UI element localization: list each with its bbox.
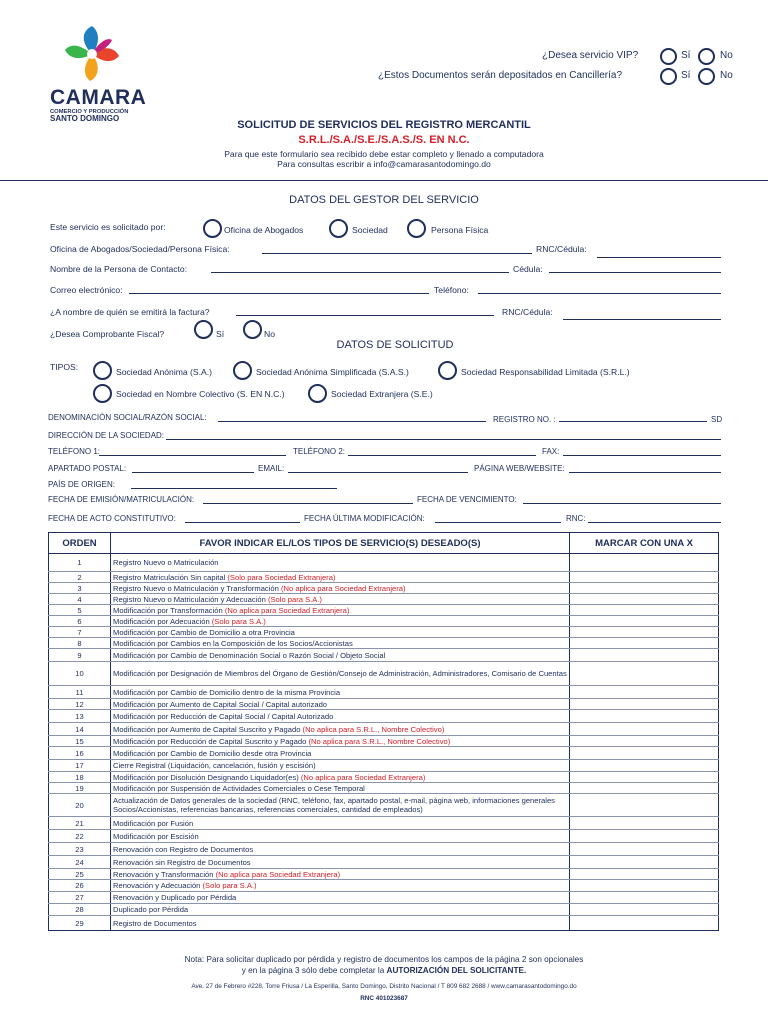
cancilleria-question: ¿Estos Documentos serán depositados en Cancillería? <box>378 70 623 81</box>
row-number: 19 <box>49 783 111 794</box>
tipo-sa-label: Sociedad Anónima (S.A.) <box>116 367 213 377</box>
table-row <box>49 760 719 772</box>
row-service-text: Modificación por Transformación <box>113 605 223 615</box>
telefono1-label: TELÉFONO 1: <box>48 447 101 456</box>
fax-input[interactable] <box>563 455 721 456</box>
table-row <box>49 627 719 638</box>
denominacion-input[interactable] <box>218 421 486 422</box>
email-input[interactable] <box>288 472 468 473</box>
row-number: 25 <box>49 869 111 880</box>
tipo-sa-radio[interactable] <box>93 361 112 380</box>
row-mark-cell[interactable] <box>570 794 719 817</box>
note-line2-pre: y en la página 3 sólo debe completar la <box>241 966 385 975</box>
table-row <box>49 686 719 699</box>
row-service <box>111 916 570 931</box>
table-row <box>49 736 719 747</box>
row-number: 2 <box>49 572 111 583</box>
table-row <box>49 783 719 794</box>
rnc-input[interactable] <box>588 522 721 523</box>
row-number: 14 <box>49 723 111 736</box>
telefono2-input[interactable] <box>348 455 536 456</box>
telefono2-label: TELÉFONO 2: <box>293 447 346 456</box>
logo-city: SANTO DOMINGO <box>50 114 120 124</box>
row-number: 9 <box>49 649 111 662</box>
telefono-label: Teléfono: <box>434 285 469 295</box>
row-service-text: Registro Nuevo o Matriculación <box>113 558 219 567</box>
gestor-heading: DATOS DEL GESTOR DEL SERVICIO <box>289 194 479 206</box>
modificacion-label: FECHA ÚLTIMA MODIFICACIÓN: <box>304 514 425 523</box>
row-service-text: Renovación y Adecuación <box>113 881 201 890</box>
row-number: 16 <box>49 747 111 760</box>
vencimiento-input[interactable] <box>523 503 721 504</box>
row-mark-cell[interactable] <box>570 605 719 616</box>
table-row <box>49 699 719 710</box>
cancilleria-no-label: No <box>720 70 733 81</box>
table-row <box>49 710 719 723</box>
row-service <box>111 627 570 638</box>
option-persona-label: Persona Física <box>431 225 489 235</box>
row-service-note: (Solo para S.A.) <box>211 616 266 626</box>
row-service-note: (No aplica para Sociedad Extranjera) <box>300 772 426 782</box>
table-row <box>49 869 719 880</box>
row-number: 26 <box>49 880 111 892</box>
table-row <box>49 662 719 686</box>
solicitado-por-label: Este servicio es solicitado por: <box>50 222 166 232</box>
row-service <box>111 794 570 817</box>
table-row <box>49 892 719 904</box>
row-number: 11 <box>49 686 111 699</box>
row-service-note: (Solo para S.A.) <box>267 594 322 604</box>
row-service <box>111 616 570 627</box>
row-service-note: (No aplica para Sociedad Extranjera) <box>281 583 406 593</box>
row-service-text: Modificación por Cambios en la Composición de los Socios/Accionistas <box>113 638 353 648</box>
row-number: 23 <box>49 843 111 856</box>
row-service-text: Actualización de Datos generales de la sociedad (RNC, teléfono, fax, apartado postal, e-mail, página web, informaciones generales Socios/Accionistas, referencias bancarias, referencias comerciales, cantidad de empleados) <box>113 796 555 814</box>
rnc-cedula-label: RNC/Cédula: <box>536 244 587 254</box>
modificacion-input[interactable] <box>435 522 561 523</box>
row-service <box>111 605 570 616</box>
form-contact: Para consultas escribir a info@camarasantodomingo.do <box>277 159 491 169</box>
option-sociedad-radio[interactable] <box>329 219 348 238</box>
row-number: 5 <box>49 605 111 616</box>
correo-input[interactable] <box>129 293 429 294</box>
row-service-text: Modificación por Escisión <box>113 831 199 841</box>
row-number: 15 <box>49 736 111 747</box>
contacto-label: Nombre de la Persona de Contacto: <box>50 264 188 274</box>
row-service-text: Registro de Documentos <box>113 918 197 928</box>
form-title: SOLICITUD DE SERVICIOS DEL REGISTRO MERCANTIL <box>237 119 531 131</box>
row-number: 7 <box>49 627 111 638</box>
table-row <box>49 594 719 605</box>
form-instructions: Para que este formulario sea recibido debe estar completo y llenado a computadora <box>224 149 544 159</box>
row-service-text: Modificación por Cambio de Domicilio dentro de la misma Provincia <box>113 687 341 697</box>
services-table <box>48 532 719 931</box>
direccion-input[interactable] <box>166 439 721 440</box>
contacto-input[interactable] <box>211 272 509 273</box>
row-service-text: Modificación por Disolución Designando Liquidador(es) <box>113 772 299 782</box>
row-service-note: (No aplica para S.R.L., Nombre Colectivo) <box>302 724 445 734</box>
acto-input[interactable] <box>185 522 300 523</box>
pais-input[interactable] <box>131 488 337 489</box>
form-types: S.R.L./S.A./S.E./S.A.S./S. EN N.C. <box>298 134 470 146</box>
row-mark-cell[interactable] <box>570 736 719 747</box>
table-row <box>49 843 719 856</box>
rnc-cedula-input[interactable] <box>597 257 721 258</box>
comprobante-si-radio[interactable] <box>194 320 213 339</box>
row-mark-cell[interactable] <box>570 686 719 699</box>
row-service-text: Registro Nuevo o Matriculación y Adecuación <box>113 594 266 604</box>
table-row <box>49 605 719 616</box>
registro-input[interactable] <box>559 421 707 422</box>
row-number: 24 <box>49 856 111 869</box>
row-service <box>111 783 570 794</box>
email-label: EMAIL: <box>258 464 285 473</box>
row-service-text: Modificación por Cambio de Denominación Social o Razón Social / Objeto Social <box>113 650 386 660</box>
row-service-text: Duplicado por Pérdida <box>113 905 189 914</box>
row-mark-cell[interactable] <box>570 760 719 772</box>
row-number: 18 <box>49 772 111 783</box>
row-number: 27 <box>49 892 111 904</box>
row-service-text: Modificación por Cambio de Domicilio desde otra Provincia <box>113 748 312 758</box>
comprobante-label: ¿Desea Comprobante Fiscal? <box>50 329 165 339</box>
vip-yes-radio[interactable] <box>660 48 677 65</box>
tipos-label: TIPOS: <box>50 362 79 372</box>
row-service-text: Renovación con Registro de Documentos <box>113 844 254 854</box>
row-service-text: Modificación por Aumento de Capital Social / Capital autorizado <box>113 699 328 709</box>
row-number: 6 <box>49 616 111 627</box>
col-orden: ORDEN <box>49 533 111 554</box>
table-header-row <box>49 533 719 554</box>
row-mark-cell[interactable] <box>570 649 719 662</box>
table-row <box>49 747 719 760</box>
contacto-cedula-label: Cédula: <box>513 264 543 274</box>
row-number: 3 <box>49 583 111 594</box>
web-label: PÁGINA WEB/WEBSITE: <box>474 464 565 473</box>
row-mark-cell[interactable] <box>570 880 719 892</box>
row-mark-cell[interactable] <box>570 710 719 723</box>
option-oficina-radio[interactable] <box>203 219 222 238</box>
row-service-text: Cierre Registral (Liquidación, cancelación, fusión y escisión) <box>113 761 316 770</box>
row-service <box>111 904 570 916</box>
factura-label: ¿A nombre de quién se emitirá la factura? <box>50 307 210 317</box>
tipo-sas-radio[interactable] <box>233 361 252 380</box>
header-divider <box>0 180 768 181</box>
solicitud-heading: DATOS DE SOLICITUD <box>336 339 454 351</box>
row-service-text: Modificación por Reducción de Capital Social / Capital Autorizado <box>113 711 334 721</box>
footer-address: Ave. 27 de Febrero #228, Torre Friusa / La Esperilla, Santo Domingo, Distrito Nacional / T 809 682 2688 / www.camarasantodomingo.do <box>191 983 577 990</box>
option-sociedad-label: Sociedad <box>352 225 388 235</box>
row-service-text: Registro Matriculación Sin capital <box>113 572 226 582</box>
factura-input[interactable] <box>236 315 494 316</box>
camara-pinwheel-icon <box>62 24 122 84</box>
row-service-text: Renovación y Transformación <box>113 869 214 879</box>
row-service-note: (Solo para Sociedad Extranjera) <box>227 572 336 582</box>
table-row <box>49 916 719 931</box>
row-service <box>111 699 570 710</box>
row-service <box>111 772 570 783</box>
row-number: 1 <box>49 554 111 572</box>
note-line1: Nota: Para solicitar duplicado por pérdida y registro de documentos los campos de la página 2 son opcionales <box>184 955 584 964</box>
footer-rnc: RNC 401023687 <box>360 995 408 1002</box>
row-service-text: Renovación y Duplicado por Pérdida <box>113 893 237 902</box>
contacto-cedula-input[interactable] <box>549 272 721 273</box>
row-mark-cell[interactable] <box>570 869 719 880</box>
telefono-input[interactable] <box>478 293 721 294</box>
correo-label: Correo electrónico: <box>50 285 123 295</box>
row-service-text: Modificación por Designación de Miembros del Órgano de Gestión/Consejo de Administración, Administradores, Comisario de Cuentas <box>113 669 567 678</box>
apartado-label: APARTADO POSTAL: <box>48 464 127 473</box>
table-row <box>49 794 719 817</box>
direccion-label: DIRECCIÓN DE LA SOCIEDAD: <box>48 431 165 440</box>
row-service <box>111 649 570 662</box>
table-row <box>49 649 719 662</box>
row-mark-cell[interactable] <box>570 616 719 627</box>
table-row <box>49 830 719 843</box>
row-service <box>111 830 570 843</box>
row-service <box>111 843 570 856</box>
row-number: 17 <box>49 760 111 772</box>
cancilleria-yes-label: Sí <box>681 70 691 81</box>
row-mark-cell[interactable] <box>570 572 719 583</box>
row-mark-cell[interactable] <box>570 904 719 916</box>
row-mark-cell[interactable] <box>570 817 719 830</box>
option-persona-radio[interactable] <box>407 219 426 238</box>
table-row <box>49 638 719 649</box>
oficina-label: Oficina de Abogados/Sociedad/Persona Física: <box>50 244 230 254</box>
row-service <box>111 686 570 699</box>
row-service <box>111 736 570 747</box>
row-service-text: Modificación por Fusión <box>113 818 194 828</box>
fax-label: FAX: <box>542 447 560 456</box>
emision-input[interactable] <box>203 503 413 504</box>
row-service-text: Modificación por Aumento de Capital Suscrito y Pagado <box>113 724 301 734</box>
comprobante-no-radio[interactable] <box>243 320 262 339</box>
row-service <box>111 869 570 880</box>
acto-label: FECHA DE ACTO CONSTITUTIVO: <box>48 514 176 523</box>
row-mark-cell[interactable] <box>570 554 719 572</box>
row-number: 21 <box>49 817 111 830</box>
vip-no-radio[interactable] <box>698 48 715 65</box>
tipo-srl-radio[interactable] <box>438 361 457 380</box>
row-service-note: (Solo para S.A.) <box>202 881 257 890</box>
col-marcar: MARCAR CON UNA X <box>570 533 719 554</box>
row-mark-cell[interactable] <box>570 916 719 931</box>
tipo-se-label: Sociedad Extranjera (S.E.) <box>331 389 433 399</box>
comprobante-no-label: No <box>264 329 275 339</box>
row-service <box>111 662 570 686</box>
row-number: 10 <box>49 662 111 686</box>
vip-question: ¿Desea servicio VIP? <box>542 50 639 61</box>
row-service-text: Modificación por Reducción de Capital Suscrito y Pagado <box>113 736 307 746</box>
cancilleria-no-radio[interactable] <box>698 68 715 85</box>
cancilleria-yes-radio[interactable] <box>660 68 677 85</box>
table-row <box>49 817 719 830</box>
denominacion-label: DENOMINACIÓN SOCIAL/RAZÓN SOCIAL: <box>48 413 207 422</box>
row-service <box>111 554 570 572</box>
factura-rnc-input[interactable] <box>563 319 721 320</box>
row-service-text: Modificación por Cambio de Domicilio a otra Provincia <box>113 627 295 637</box>
row-number: 29 <box>49 916 111 931</box>
row-service <box>111 572 570 583</box>
table-row <box>49 723 719 736</box>
vip-no-label: No <box>720 50 733 61</box>
row-number: 12 <box>49 699 111 710</box>
registro-sd: SD <box>711 415 723 424</box>
services-body <box>49 554 719 931</box>
row-mark-cell[interactable] <box>570 594 719 605</box>
row-service <box>111 760 570 772</box>
row-service <box>111 892 570 904</box>
tipo-se-radio[interactable] <box>308 384 327 403</box>
comprobante-si-label: Sí <box>216 329 225 339</box>
row-mark-cell[interactable] <box>570 747 719 760</box>
row-mark-cell[interactable] <box>570 723 719 736</box>
table-row <box>49 572 719 583</box>
table-row <box>49 856 719 869</box>
row-mark-cell[interactable] <box>570 772 719 783</box>
tipo-sas-label: Sociedad Anónima Simplificada (S.A.S.) <box>256 367 409 377</box>
row-number: 22 <box>49 830 111 843</box>
pais-label: PAÍS DE ORIGEN: <box>48 480 115 489</box>
emision-label: FECHA DE EMISIÓN/MATRICULACIÓN: <box>48 495 195 504</box>
row-service <box>111 747 570 760</box>
row-service <box>111 594 570 605</box>
table-row <box>49 904 719 916</box>
row-service-note: (No aplica para Sociedad Extranjera) <box>224 605 350 615</box>
row-service-text: Renovación sin Registro de Documentos <box>113 857 251 867</box>
row-service <box>111 817 570 830</box>
option-oficina-label: Oficina de Abogados <box>224 225 304 235</box>
row-service-note: (No aplica para Sociedad Extranjera) <box>215 869 341 879</box>
row-number: 28 <box>49 904 111 916</box>
row-mark-cell[interactable] <box>570 830 719 843</box>
row-service <box>111 856 570 869</box>
tipo-snc-radio[interactable] <box>93 384 112 403</box>
registro-label: REGISTRO NO. : <box>493 415 556 424</box>
table-row <box>49 554 719 572</box>
row-mark-cell[interactable] <box>570 783 719 794</box>
row-mark-cell[interactable] <box>570 892 719 904</box>
table-row <box>49 583 719 594</box>
row-number: 20 <box>49 794 111 817</box>
row-mark-cell[interactable] <box>570 843 719 856</box>
row-service-text: Registro Nuevo o Matriculación y Transformación <box>113 583 279 593</box>
row-service-text: Modificación por Adecuación <box>113 616 210 626</box>
factura-rnc-label: RNC/Cédula: <box>502 307 553 317</box>
vip-yes-label: Sí <box>681 50 691 61</box>
row-service-text: Modificación por Suspensión de Actividades Comerciales o Cese Temporal <box>113 783 365 793</box>
tipo-snc-label: Sociedad en Nombre Colectivo (S. EN N.C.) <box>116 389 285 399</box>
row-service <box>111 583 570 594</box>
rnc-label: RNC: <box>566 514 586 523</box>
table-row <box>49 880 719 892</box>
row-mark-cell[interactable] <box>570 662 719 686</box>
row-number: 13 <box>49 710 111 723</box>
row-service-note: (No aplica para S.R.L., Nombre Colectivo) <box>308 736 451 746</box>
tipo-srl-label: Sociedad Responsabilidad Limitada (S.R.L.) <box>461 367 630 377</box>
row-mark-cell[interactable] <box>570 638 719 649</box>
row-service <box>111 638 570 649</box>
row-mark-cell[interactable] <box>570 627 719 638</box>
note-line2-bold: AUTORIZACIÓN DEL SOLICITANTE. <box>386 966 527 975</box>
row-mark-cell[interactable] <box>570 583 719 594</box>
table-row <box>49 616 719 627</box>
row-number: 4 <box>49 594 111 605</box>
row-mark-cell[interactable] <box>570 699 719 710</box>
telefono1-input[interactable] <box>99 455 286 456</box>
logo-name: CAMARA <box>50 86 147 109</box>
col-servicios: FAVOR INDICAR EL/LOS TIPOS DE SERVICIO(S) DESEADO(S) <box>111 533 570 554</box>
oficina-input[interactable] <box>262 253 532 254</box>
row-mark-cell[interactable] <box>570 856 719 869</box>
logo-sub: COMERCIO Y PRODUCCIÓN <box>50 109 129 115</box>
row-number: 8 <box>49 638 111 649</box>
apartado-input[interactable] <box>132 472 254 473</box>
vencimiento-label: FECHA DE VENCIMIENTO: <box>417 495 517 504</box>
row-service <box>111 880 570 892</box>
note-line2 <box>0 966 768 975</box>
row-service <box>111 723 570 736</box>
row-service <box>111 710 570 723</box>
table-row <box>49 772 719 783</box>
web-input[interactable] <box>569 472 721 473</box>
